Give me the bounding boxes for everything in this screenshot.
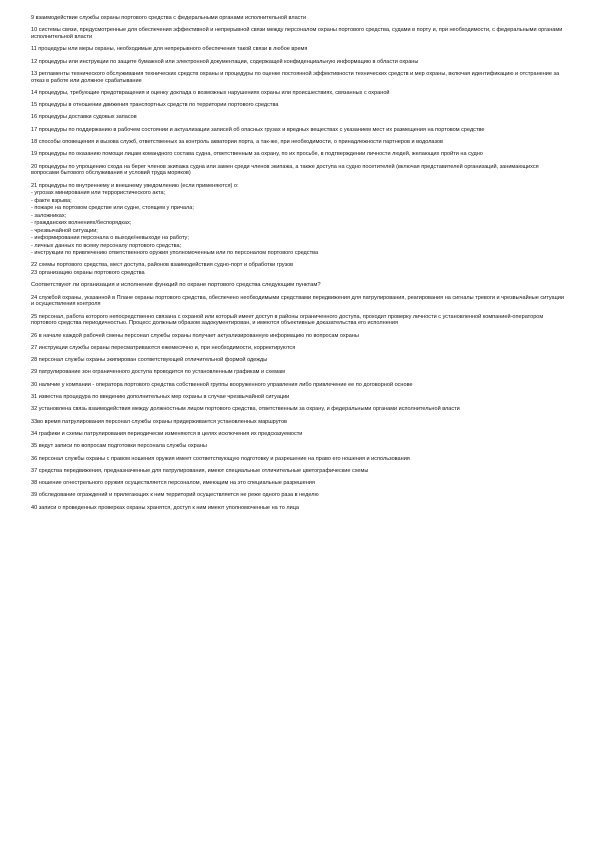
checklist-item: 40 записи о проведенных проверках охраны хранятся, доступ к ним имеют уполномоченные на то лица bbox=[31, 504, 299, 511]
checklist-item: 35 ведут записи по вопросам подготовки персонала службы охраны bbox=[31, 443, 207, 450]
checklist-item: 22 схемы портового средства, мест доступа, районов взаимодействия судно-порт и обработки грузов bbox=[31, 262, 294, 269]
checklist-item: 30 наличие у компании - оператора портового средства собственной группы вооруженного управления либо привлечение ее по договорной основе bbox=[31, 381, 413, 388]
checklist-item: 10 системы связи, предусмотренные для обеспечения эффективной и непрерывной связи между персоналом охраны портового средства, судами в порту и, при необходимости, с федеральными органами исполнительной власти bbox=[31, 27, 563, 40]
checklist bbox=[31, 15, 567, 517]
checklist-item: 25 персонал, работа которого непосредственно связана с охраной или который имеет доступ в районы ограниченного доступа, проходит проверку личности с установленной компанией-оператором портового средства периодичностью. Процесс должным образом задокументирован, и имеются объективные доказательства его исполнения bbox=[31, 313, 544, 327]
checklist-item: - факте взрыва; bbox=[31, 197, 72, 204]
checklist-item: 21 процедуры по внутреннему и внешнему уведомлению (если применяются) о: bbox=[31, 182, 239, 189]
checklist-item: 37 средства передвижения, предназначенные для патрулирования, имеют специальные отличительные цветографические схемы bbox=[31, 467, 369, 474]
checklist-item: 27 инструкции службы охраны пересматриваются ежемесячно и, при необходимости, корректируются bbox=[31, 344, 296, 351]
checklist-item: 28 персонал службы охраны экипирован соответствующей отличительной формой одежды bbox=[31, 357, 268, 364]
checklist-item: - пожаре на портовом средстве или судне, стоящем у причала; bbox=[31, 205, 194, 212]
checklist-item: 16 процедуры доставки судовых запасов bbox=[31, 114, 137, 121]
checklist-item: 19 процедуры по оказанию помощи лицам командного состава судна, ответственным за охрану, по их просьбе, в подтверждении личности людей, желающих пройти на судно bbox=[31, 151, 483, 158]
checklist-item: 32 установлена связь взаимодействия между должностным лицом портового средства, ответственным за охрану, и федеральными органами исполнительной власти bbox=[31, 406, 460, 413]
checklist-item: 17 процедуры по поддержанию в рабочем состоянии и актуализации записей об опасных грузах и вредных веществах с указанием мест их размещения на портовом средстве bbox=[31, 126, 485, 133]
checklist-item: - гражданских волнениях/беспорядках; bbox=[31, 220, 132, 227]
checklist-item: 36 персонал службы охраны с правом ношения оружия имеет соответствующую подготовку и разрешение на право его ношения и использования bbox=[31, 455, 410, 462]
checklist-item: 34 графики и схемы патрулирования периодически изменяются в целях исключения их предсказуемости bbox=[31, 430, 303, 437]
checklist-item: 11 процедуры или меры охраны, необходимые для непрерывного обеспечения такой связи в любое время bbox=[31, 46, 308, 53]
checklist-item: 15 процедуры в отношении движения транспортных средств по территории портового средства bbox=[31, 102, 279, 109]
checklist-item: 33во время патрулирования персонал службы охраны придерживается установленных маршрутов bbox=[31, 418, 287, 425]
checklist-item: 12 процедуры или инструкции по защите бумажной или электронной документации, содержащей конфиденциальную информацию в области охраны bbox=[31, 58, 419, 65]
checklist-item: 13 регламенты технического обслуживания технических средств охраны и процедуры по оценке постоянной эффективности технических средств и мер охраны, включая идентификацию и отстранение за отказ в работе или должное срабатывание bbox=[31, 70, 560, 84]
checklist-item: 14 процедуры, требующие предотвращения и оценку доклада о возможных нарушениях охраны или происшествиях, связанных с охраной bbox=[31, 89, 390, 96]
checklist-item: - личных данных по всему персоналу портового средства; bbox=[31, 242, 182, 249]
checklist-item: 23 организацию охраны портового средства bbox=[31, 269, 145, 276]
checklist-item: - инструкции по привлечению ответственного оружия уполномоченным или по персоналом портового средства bbox=[31, 250, 319, 257]
checklist-item: 31 известна процедура по введению дополнительных мер охраны в случае чрезвычайной ситуации bbox=[31, 394, 290, 401]
checklist-item: - чрезвычайной ситуации; bbox=[31, 227, 98, 234]
checklist-item: - угрозах минирования или террористического акта; bbox=[31, 190, 166, 197]
checklist-item: 24 службой охраны, указанной в Плане охраны портового средства, обеспечено необходимыми средствами передвижения для патрулирования, реагирования на сигналы тревоги и чрезвычайные ситуации и осуществления контроля bbox=[31, 294, 564, 308]
section-question: Соответствуют ли организация и исполнение функций по охране портового средства следующим пунктам? bbox=[31, 282, 321, 289]
checklist-item: - заложниках; bbox=[31, 212, 67, 219]
checklist-item: - информировании персонала о выходе/невыходе на работу; bbox=[31, 235, 189, 242]
checklist-item: 18 способы оповещения и вызова служб, ответственных за контроль акватории порта, а так-же, при необходимости, о принадлежности партнеров и водолазов bbox=[31, 139, 443, 146]
checklist-item: 38 ношение огнестрельного оружия осуществляется персоналом, имеющим на это специальные разрешения bbox=[31, 480, 315, 487]
checklist-item: 26 в начале каждой рабочей смены персонал службы охраны получает актуализированную информацию по вопросам охраны bbox=[31, 332, 359, 339]
checklist-item: 29 патрулирование зон ограниченного доступа проводится по установленным графикам и схемам bbox=[31, 369, 285, 376]
checklist-item: 39 обследование ограждений и прилегающих к ним территорий осуществляется не реже одного раза в неделю bbox=[31, 492, 319, 499]
checklist-item: 9 взаимодействие службы охраны портового средства с федеральными органами исполнительной власти bbox=[31, 15, 307, 21]
checklist-item: 20 процедуры по упрощению схода на берег членов экипажа судна или замен среди членов экипажа, а также доступа на судно посетителей (включая представителей организаций, занимающихся вопросами бытового обслуживания и условий труда моряков) bbox=[31, 163, 539, 177]
